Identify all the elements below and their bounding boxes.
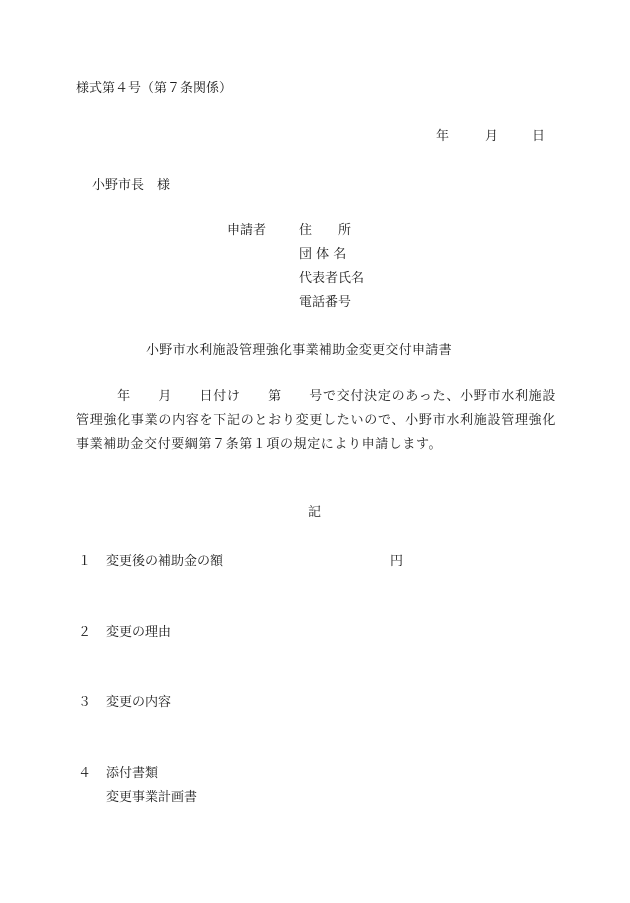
item-number: ３	[78, 695, 92, 710]
addressee: 小野市長 様	[92, 178, 171, 193]
date-line	[436, 129, 545, 145]
amount-unit: 円	[390, 554, 404, 569]
item-label: 変更後の補助金の額	[106, 554, 224, 569]
organization-field-label: 団 体 名	[299, 247, 347, 262]
item-content	[78, 695, 171, 711]
date-year: 年	[436, 129, 450, 144]
address-field-label: 住 所	[299, 223, 352, 238]
ki-heading: 記	[308, 505, 322, 520]
phone-field-label: 電話番号	[299, 295, 352, 310]
body-paragraph: 年 月 日付け 第 号で交付決定のあった、小野市水利施設管理強化事業の内容を下記のとおり変更したいので、小野市水利施設管理強化事業補助金交付要綱第７条第１項の規定により申請します。	[76, 389, 556, 452]
date-day: 日	[532, 129, 546, 144]
item-number: ２	[78, 625, 92, 640]
document-title: 小野市水利施設管理強化事業補助金変更交付申請書	[146, 343, 452, 358]
item-amount	[78, 554, 223, 570]
item-label: 添付書類	[106, 766, 159, 781]
representative-field-label: 代表者氏名	[299, 271, 365, 286]
applicant-label: 申請者	[227, 223, 267, 238]
item-number: ４	[78, 766, 92, 781]
attachment-name: 変更事業計画書	[106, 790, 198, 805]
form-number: 様式第４号（第７条関係）	[76, 81, 233, 96]
item-attachments	[78, 766, 158, 782]
item-number: １	[78, 554, 92, 569]
item-label: 変更の理由	[106, 625, 172, 640]
date-month: 月	[485, 129, 499, 144]
item-label: 変更の内容	[106, 695, 172, 710]
item-reason	[78, 625, 171, 641]
